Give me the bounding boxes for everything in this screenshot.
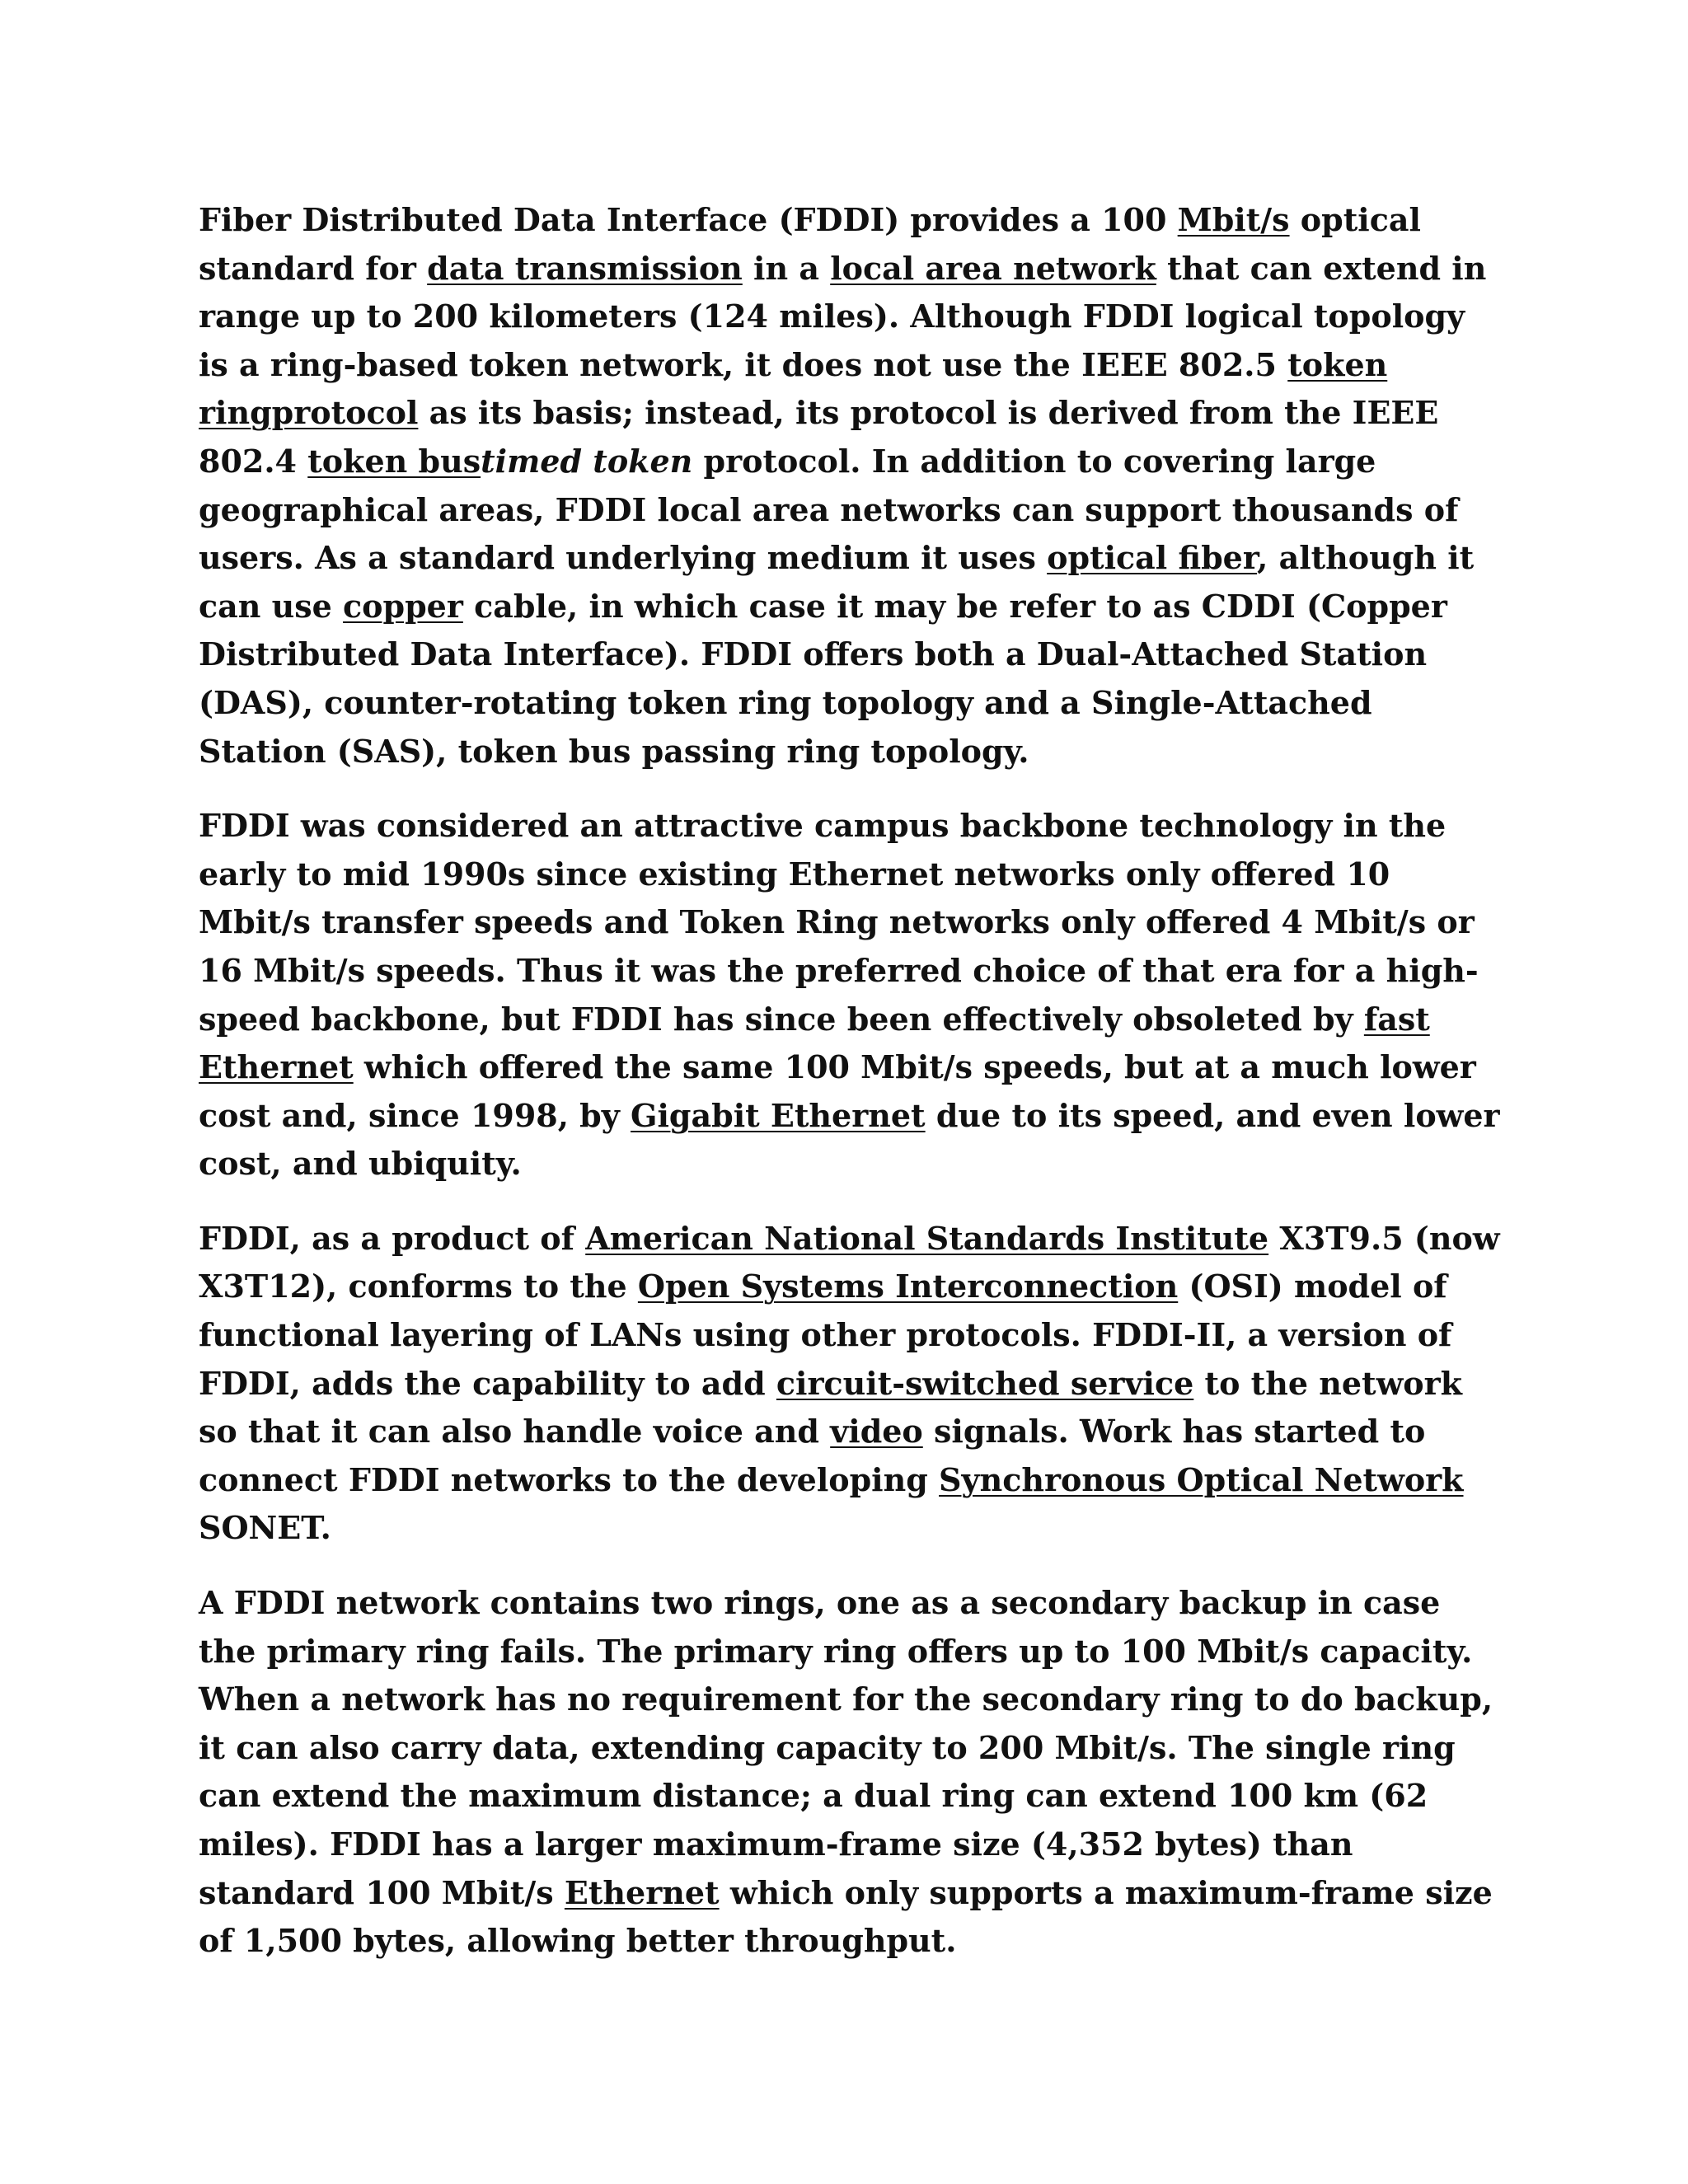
- paragraph-fddi-standards: [199, 1215, 1501, 1553]
- text-span: which offered the same 100 Mbit/s speeds, but at a much lower cost and, since 1998, by: [199, 1048, 1476, 1134]
- link-optical-fiber[interactable]: optical fiber: [1047, 539, 1258, 577]
- text-span: in a: [742, 249, 831, 287]
- text-span: , although it can use: [199, 539, 1475, 625]
- text-span: FDDI was considered an attractive campus backbone technology in the early to mid 1990s since existing Ethernet networks only offered 10 Mbit/s transfer speeds and Token Ring networks only offered 4 Mbit/s or 16 Mbit/s speeds. Thus it was the preferred choice of that era for a high-speed backbone, but FDDI has since been effectively obsoleted by: [199, 807, 1479, 1038]
- link-video[interactable]: video: [830, 1413, 923, 1451]
- text-span: signals. Work has started to connect FDDI networks to the developing: [199, 1413, 1426, 1498]
- link-ethernet[interactable]: Ethernet: [564, 1873, 720, 1911]
- link-token-ring-protocol[interactable]: token ringprotocol: [199, 345, 1388, 432]
- text-span: FDDI, as a product of: [199, 1219, 586, 1257]
- text-span: SONET.: [199, 1509, 331, 1547]
- text-span: Fiber Distributed Data Interface (FDDI) provides a 100: [199, 201, 1178, 238]
- link-data-transmission[interactable]: data transmission: [427, 249, 743, 287]
- link-circuit-switched-service[interactable]: circuit-switched service: [776, 1364, 1194, 1402]
- text-span: X3T9.5 (now X3T12), conforms to the: [199, 1219, 1500, 1305]
- text-span: optical standard for: [199, 201, 1421, 287]
- link-ansi[interactable]: American National Standards Institute: [585, 1219, 1269, 1257]
- text-span: cable, in which case it may be refer to as CDDI (Copper Distributed Data Interface). FDDI offers both a Dual-Attached Station (DAS), counter-rotating token ring topology and a Single-Attached Station (SAS), token bus passing ring topology.: [199, 587, 1447, 770]
- link-osi[interactable]: Open Systems Interconnection: [637, 1268, 1179, 1305]
- link-gigabit-ethernet[interactable]: Gigabit Ethernet: [631, 1096, 926, 1134]
- text-span: (OSI) model of functional layering of LANs using other protocols. FDDI-II, a version of FDDI, adds the capability to add: [199, 1268, 1452, 1402]
- link-local-area-network[interactable]: local area network: [830, 249, 1156, 287]
- text-span: due to its speed, and even lower cost, and ubiquity.: [199, 1096, 1500, 1183]
- link-copper[interactable]: copper: [343, 587, 463, 625]
- link-mbit-s[interactable]: Mbit/s: [1177, 201, 1290, 238]
- paragraph-fddi-history: [199, 802, 1501, 1188]
- link-sonet[interactable]: Synchronous Optical Network: [939, 1460, 1464, 1498]
- link-token-bus[interactable]: token bus: [307, 442, 481, 480]
- text-span: as its basis; instead, its protocol is derived from the IEEE 802.4: [199, 394, 1439, 480]
- document-body: [199, 196, 1501, 1992]
- link-fast-ethernet[interactable]: fast Ethernet: [199, 1000, 1430, 1086]
- text-span: protocol. In addition to covering large geographical areas, FDDI local area networks can support thousands of users. As a standard underlying medium it uses: [199, 442, 1459, 577]
- text-span: which only supports a maximum-frame size of 1,500 bytes, allowing better throughput.: [199, 1873, 1493, 1960]
- italic-timed-token: timed token: [481, 442, 693, 480]
- text-span: A FDDI network contains two rings, one as a secondary backup in case the primary ring fails. The primary ring offers up to 100 Mbit/s capacity. When a network has no requirement for the secondary ring to do backup, it can also carry data, extending capacity to 200 Mbit/s. The single ring can extend the maximum distance; a dual ring can extend 100 km (62 miles). FDDI has a larger maximum-frame size (4,352 bytes) than standard 100 Mbit/s: [199, 1584, 1493, 1911]
- paragraph-fddi-overview: [199, 196, 1501, 776]
- text-span: to the network so that it can also handle voice and: [199, 1364, 1463, 1451]
- text-span: that can extend in range up to 200 kilometers (124 miles). Although FDDI logical topology is a ring-based token network, it does not use the IEEE 802.5: [199, 249, 1487, 383]
- paragraph-fddi-rings: [199, 1579, 1501, 1966]
